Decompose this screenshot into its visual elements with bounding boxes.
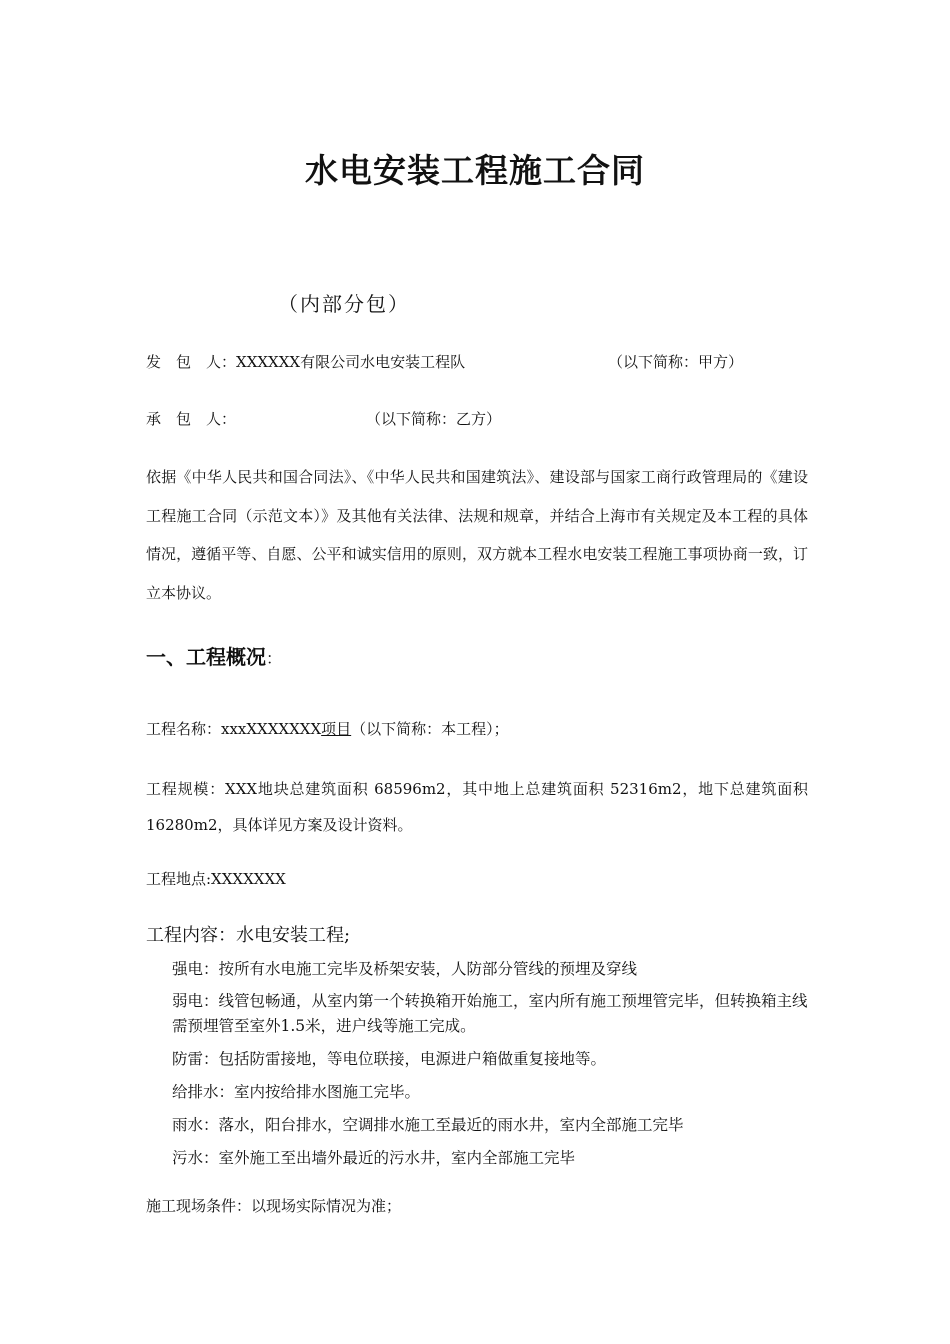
project-scale-paragraph: 工程规模：XXX地块总建筑面积 68596m2，其中地上总建筑面积 52316m2，地下总建筑面积16280m2，具体详见方案及设计资料。 bbox=[146, 780, 808, 834]
project-content-heading: 工程内容：水电安装工程; bbox=[146, 925, 351, 946]
document-title: 水电安装工程施工合同 bbox=[305, 151, 645, 190]
employer-label: 发 包 人： bbox=[146, 353, 237, 371]
document-subtitle: （内部分包） bbox=[278, 292, 410, 316]
employer-name: XXXXXX有限公司水电安装工程队 bbox=[236, 353, 466, 371]
section-heading bbox=[146, 641, 282, 670]
item-sewage: 污水：室外施工至出墙外最近的污水井，室内全部施工完毕 bbox=[172, 1149, 576, 1167]
employer-note: （以下简称：甲方） bbox=[608, 353, 744, 371]
item-strong-current: 强电：按所有水电施工完毕及桥架安装，人防部分管线的预埋及穿线 bbox=[172, 960, 638, 978]
project-name-underlined: 项目 bbox=[321, 720, 352, 738]
contractor-note: （以下简称：乙方） bbox=[366, 410, 502, 428]
item-water-supply: 给排水：室内按给排水图施工完毕。 bbox=[172, 1083, 421, 1101]
item-weak-current: 弱电：线管包畅通，从室内第一个转换箱开始施工，室内所有施工预埋管完毕，但转换箱主线需预埋管至室外1.5米，进户线等施工完成。 bbox=[172, 992, 808, 1035]
project-name-suffix: （以下简称：本工程）； bbox=[351, 720, 509, 738]
section-heading-text: 一、工程概况 bbox=[146, 645, 266, 669]
section-heading-colon: ： bbox=[266, 649, 283, 668]
employer-line bbox=[146, 351, 465, 372]
project-location-line: 工程地点:XXXXXXX bbox=[146, 870, 286, 888]
contractor-line bbox=[146, 408, 236, 429]
site-conditions-line: 施工现场条件：以现场实际情况为准； bbox=[146, 1197, 402, 1215]
project-name-prefix: 工程名称：xxxXXXXXXX bbox=[146, 720, 322, 738]
project-name-line bbox=[146, 718, 509, 739]
item-rainwater: 雨水：落水，阳台排水，空调排水施工至最近的雨水井，室内全部施工完毕 bbox=[172, 1116, 684, 1134]
contractor-label: 承 包 人： bbox=[146, 410, 237, 428]
item-lightning-protection: 防雷：包括防雷接地，等电位联接，电源进户箱做重复接地等。 bbox=[172, 1050, 607, 1068]
preamble-paragraph: 依据《中华人民共和国合同法》、《中华人民共和国建筑法》、建设部与国家工商行政管理局的《建设工程施工合同（示范文本）》及其他有关法律、法规和规章，并结合上海市有关规定及本工程的具体情况，遵循平等、自愿、公平和诚实信用的原则，双方就本工程水电安装工程施工事项协商一致，订立本协议。 bbox=[146, 468, 808, 602]
